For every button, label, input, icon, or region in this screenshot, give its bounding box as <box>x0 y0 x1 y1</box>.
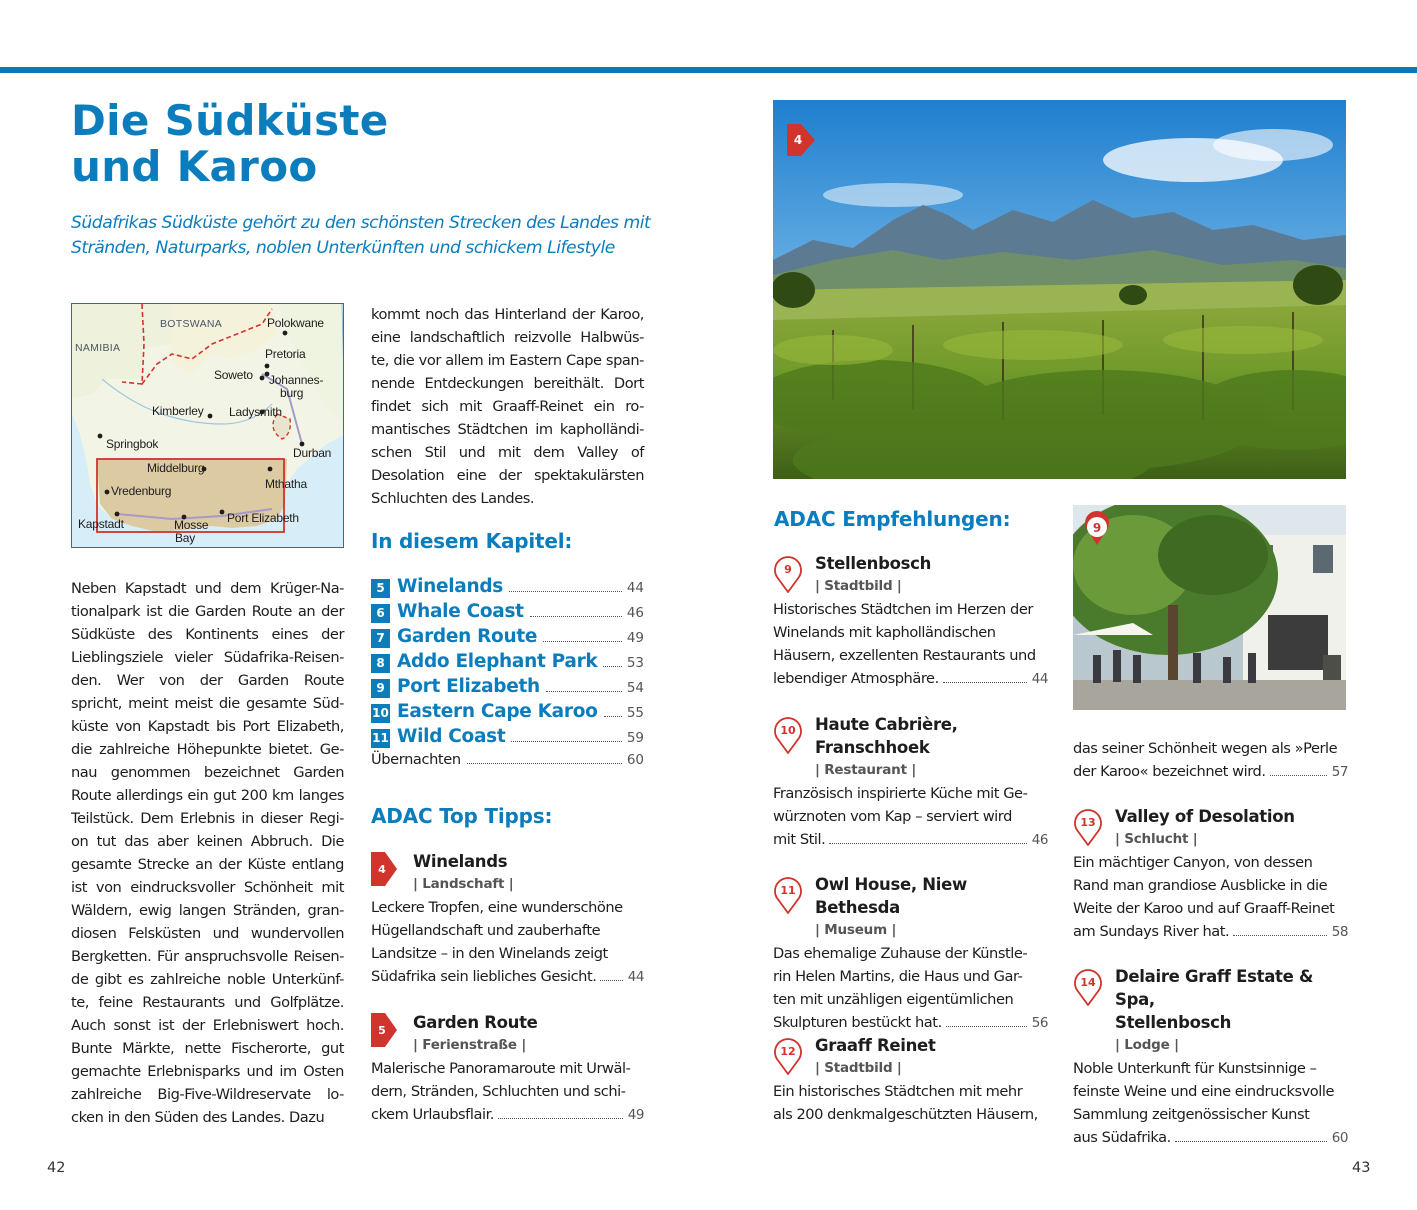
recommendation-category: | Museum | <box>815 922 897 938</box>
top-rule <box>0 67 1417 73</box>
recommendations-heading: ADAC Empfehlungen: <box>774 507 1011 531</box>
map-label: Johannes- <box>269 373 324 387</box>
toc-entry[interactable] <box>371 601 644 626</box>
recommendation-name: Delaire Graff Estate & Spa, <box>1115 967 1314 1009</box>
recommendation-category: | Lodge | <box>1115 1037 1179 1053</box>
toc-entry[interactable] <box>371 751 644 776</box>
toc-leader <box>467 763 622 764</box>
toc-page: 53 <box>626 655 644 671</box>
recommendation-name: Stellenbosch <box>815 554 932 573</box>
recommendation-item <box>773 552 1048 691</box>
map-label: Polokwane <box>267 316 324 330</box>
text-line: diosen Felsküsten und wundervollen <box>71 925 344 942</box>
tip-description: Malerische Panoramaroute mit Urwäl- dern, Stränden, Schluchten und schi- ckem Urlaubsflair. 49 <box>371 1057 644 1127</box>
photo-winelands-landscape <box>773 100 1346 479</box>
overview-map <box>71 303 344 548</box>
toc-page: 55 <box>626 705 644 721</box>
chapter-contents <box>371 576 644 776</box>
toc-page: 60 <box>626 752 644 768</box>
recommendation-category: | Schlucht | <box>1115 831 1198 847</box>
toc-entry[interactable] <box>371 576 644 601</box>
map-label: Mthatha <box>265 477 307 491</box>
page-ref: 56 <box>1031 1015 1048 1031</box>
text-line: de gibt es zahlreiche noble Unterkünf- <box>71 971 344 988</box>
toc-leader <box>543 641 622 642</box>
recommendation-item <box>1073 805 1348 944</box>
toc-label: Addo Elephant Park <box>397 651 598 672</box>
recommendation-continuation: das seiner Schönheit wegen als »Perle der Karoo« bezeichnet wird. 57 <box>1073 737 1348 784</box>
recommendation-category: | Stadtbild | <box>815 1060 902 1076</box>
title-line: Die Südküste <box>71 96 389 145</box>
recommendation-description: Ein mächtiger Canyon, von dessen Rand man grandiose Ausblicke in die Weite der Karoo und auf Graaff-Reinet am Sundays River hat. 58 <box>1073 851 1348 944</box>
toc-page: 59 <box>626 730 644 746</box>
text-line: zahlreiche Big-Five-Wildreservate lo- <box>71 1086 344 1103</box>
toc-leader <box>546 691 622 692</box>
recommendation-item <box>773 713 1048 852</box>
recommendation-name: Haute Cabrière, <box>815 715 958 734</box>
map-label: NAMIBIA <box>75 342 121 354</box>
top-tips-heading: ADAC Top Tipps: <box>371 804 553 828</box>
svg-text:14: 14 <box>1080 976 1096 989</box>
tip-name: Garden Route <box>413 1013 538 1032</box>
text-line: Route allerdings ein gut 200 km langes <box>71 787 344 804</box>
toc-entry[interactable] <box>371 651 644 676</box>
toc-number-badge: 11 <box>371 729 390 748</box>
recommendation-name: Franschhoek <box>815 738 930 757</box>
text-line: Schluchten des Landes. <box>371 490 535 507</box>
text-line: den. Wer von der Garden Route <box>71 672 344 689</box>
page-ref: 58 <box>1331 924 1348 940</box>
text-line: die zahlreiche Höhepunkte bietet. Ge- <box>71 741 344 758</box>
toc-number-badge: 5 <box>371 579 390 598</box>
chapter-contents-heading: In diesem Kapitel: <box>371 529 573 553</box>
page-ref: 46 <box>1031 832 1048 848</box>
map-graphic <box>72 304 344 548</box>
text-line: gesamte Strecke an der Küste entlang <box>71 856 344 873</box>
text-line: Bunte Märkte, nette Fischerorte, gut <box>71 1040 344 1057</box>
map-label: Vredenburg <box>111 484 172 498</box>
recommendation-name: Valley of Desolation <box>1115 807 1295 826</box>
text-line: cken in den Süden des Landes. Dazu <box>71 1109 325 1126</box>
text-line: te, feine Restaurants und Golfplätze. <box>71 994 344 1011</box>
text-line: küste von Kapstadt bis Port Elizabeth, <box>71 718 344 735</box>
recommendation-description: Noble Unterkunft für Kunstsinnige – feinste Weine und eine eindrucksvolle Sammlung zeitgenössischer Kunst aus Südafrika. 60 <box>1073 1057 1348 1150</box>
page-ref: 60 <box>1331 1130 1348 1146</box>
page-ref: 49 <box>627 1107 644 1123</box>
toc-leader <box>603 666 621 667</box>
subtitle-line: Südafrikas Südküste gehört zu den schönsten Strecken des Landes mit <box>71 213 651 233</box>
text-line: Teilstück. Dem Erlebnis in dieser Regi- <box>71 810 344 827</box>
text-line: tionalpark ist die Garden Route an der <box>71 603 344 620</box>
map-label: Mosse <box>174 518 209 532</box>
toc-entry[interactable] <box>371 726 644 751</box>
text-line: findet sich mit Graaff-Reinet ein ro- <box>371 398 644 415</box>
tip-name: Winelands <box>413 852 508 871</box>
recommendation-name: Owl House, Niew Bethesda <box>815 875 967 917</box>
svg-text:10: 10 <box>780 724 796 737</box>
text-line: Neben Kapstadt und dem Krüger-Na- <box>71 580 344 597</box>
text-line: eine landschaftlich reizvolle Halbwüs- <box>371 329 644 346</box>
map-label: Kimberley <box>152 404 204 418</box>
text-line: on tut das aber keinen Abbruch. Die <box>71 833 344 850</box>
toc-entry[interactable] <box>371 701 644 726</box>
text-line: Südküste des Kontinents eines der <box>71 626 344 643</box>
recommendation-category: | Restaurant | <box>815 762 917 778</box>
recommendation-name: Stellenbosch <box>1115 1013 1232 1032</box>
toc-number-badge: 10 <box>371 704 390 723</box>
toc-page: 44 <box>626 580 644 596</box>
map-label: Kapstadt <box>78 517 124 531</box>
toc-entry[interactable] <box>371 676 644 701</box>
text-line: Wäldern, ewig langen Stränden, gran- <box>71 902 344 919</box>
photo-marker-number: 4 <box>793 133 803 147</box>
intro-text-col1 <box>71 577 344 1129</box>
toc-label: Winelands <box>397 576 504 597</box>
toc-leader <box>509 591 622 592</box>
text-line: mantisches Städtchen im kapholländi- <box>371 421 644 438</box>
page-ref: 57 <box>1331 764 1348 780</box>
svg-text:11: 11 <box>780 884 796 897</box>
text-line: kommt noch das Hinterland der Karoo, <box>371 306 644 323</box>
map-label: Springbok <box>106 437 159 451</box>
toc-leader <box>604 716 622 717</box>
photo-stellenbosch-street <box>1073 505 1346 710</box>
chapter-subtitle <box>71 211 691 261</box>
top-tip-winelands <box>371 850 644 989</box>
toc-label: Wild Coast <box>397 726 506 747</box>
text-line: gemachte Erlebnisparks und im Osten <box>71 1063 344 1080</box>
svg-text:12: 12 <box>780 1045 796 1058</box>
recommendation-description: Das ehemalige Zuhause der Künstle- rin Helen Martins, die Haus und Gar- ten mit unzähligen eigentümlichen Skulpturen bestückt hat. 56 <box>773 942 1048 1035</box>
recommendation-item <box>773 873 1048 1035</box>
toc-label: Whale Coast <box>397 601 524 622</box>
text-line: Auch sonst ist der Erlebniswert hoch. <box>71 1017 344 1034</box>
toc-leader <box>511 741 621 742</box>
map-label: Ladysmith <box>229 405 282 419</box>
map-label: Middelburg <box>147 461 205 475</box>
intro-text-col2 <box>371 303 644 510</box>
recommendation-category: | Stadtbild | <box>815 578 902 594</box>
svg-text:13: 13 <box>1080 816 1096 829</box>
text-line: schen Stil und mit dem Valley of <box>371 444 644 461</box>
toc-page: 54 <box>626 680 644 696</box>
map-label: Port Elizabeth <box>227 511 299 525</box>
map-label: BOTSWANA <box>160 318 223 330</box>
toc-page: 46 <box>626 605 644 621</box>
page-number-left: 42 <box>47 1160 66 1176</box>
text-line: ist von eindrucksvoller Schönheit mit <box>71 879 344 896</box>
text-line: te, die vor allem im Eastern Cape span- <box>371 352 644 369</box>
recommendation-description: Ein historisches Städtchen mit mehr als 200 denkmalgeschützten Häusern, <box>773 1083 1038 1123</box>
page-ref: 44 <box>1031 671 1048 687</box>
map-label: Bay <box>175 531 196 545</box>
toc-number-badge: 9 <box>371 679 390 698</box>
svg-text:4: 4 <box>378 863 386 876</box>
toc-label: Garden Route <box>397 626 538 647</box>
map-label: burg <box>280 386 304 400</box>
svg-text:5: 5 <box>378 1024 386 1037</box>
text-line: Lieblingsziele vieler Südafrika-Reisen- <box>71 649 344 666</box>
tip-category: | Landschaft | <box>413 876 514 892</box>
toc-page: 49 <box>626 630 644 646</box>
toc-number-badge: 8 <box>371 654 390 673</box>
text-line: Bergketten. Für anspruchsvolle Reisen- <box>71 948 344 965</box>
recommendation-description: Französisch inspirierte Küche mit Ge- würznoten vom Kap – serviert wird mit Stil. 46 <box>773 782 1048 852</box>
page-ref: 44 <box>627 969 644 985</box>
text-line: spricht, meint meist die gesamte Süd- <box>71 695 344 712</box>
svg-text:9: 9 <box>784 563 792 576</box>
text-line: Desolation eine der spektakulärsten <box>371 467 644 484</box>
recommendation-description: Historisches Städtchen im Herzen der Winelands mit kapholländischen Häusern, exzellenten Restaurants und lebendiger Atmosphäre. 44 <box>773 598 1048 691</box>
map-label: Pretoria <box>265 347 306 361</box>
toc-number-badge: 7 <box>371 629 390 648</box>
tip-description: Leckere Tropfen, eine wunderschöne Hügellandschaft und zauberhafte Landsitze – in den Winelands zeigt Südafrika sein liebliches Gesicht. 44 <box>371 896 644 989</box>
page-number-right: 43 <box>1352 1160 1371 1176</box>
toc-label: Eastern Cape Karoo <box>397 701 598 722</box>
toc-label: Port Elizabeth <box>397 676 540 697</box>
text-line: nende Entdeckungen bereithält. Dort <box>371 375 644 392</box>
chapter-title <box>71 98 389 190</box>
recommendation-name: Graaff Reinet <box>815 1036 936 1055</box>
toc-entry[interactable] <box>371 626 644 651</box>
recommendation-item <box>1073 965 1348 1150</box>
recommendation-item <box>773 1034 1048 1126</box>
map-label: Soweto <box>214 368 253 382</box>
toc-number-badge: 6 <box>371 604 390 623</box>
toc-label: Übernachten <box>371 751 461 768</box>
top-tip-garden-route <box>371 1011 644 1127</box>
photo-marker-number: 9 <box>1092 521 1102 535</box>
map-label: Durban <box>293 446 332 460</box>
subtitle-line: Stränden, Naturparks, noblen Unterkünften und schickem Lifestyle <box>71 238 615 258</box>
tip-category: | Ferienstraße | <box>413 1037 527 1053</box>
toc-leader <box>530 616 622 617</box>
title-line: und Karoo <box>71 142 318 191</box>
text-line: nau genommen bezeichnet Garden <box>71 764 344 781</box>
